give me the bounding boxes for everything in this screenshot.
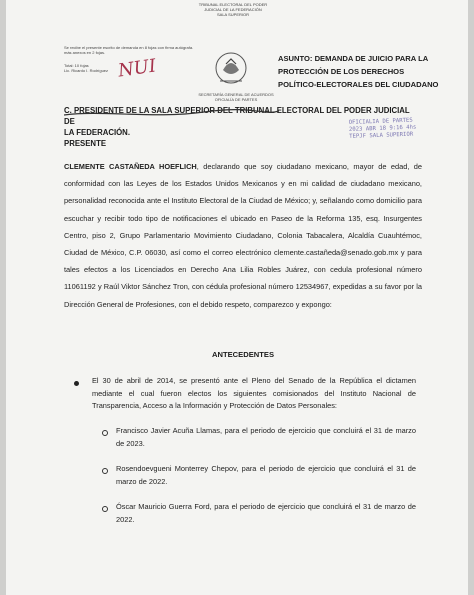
circle-bullet-icon: [102, 506, 108, 512]
receipt-name: Lic. Ricardo I. Rodríguez: [64, 68, 109, 73]
commissioner-item: Francisco Javier Acuña Llamas, para el periodo de ejercicio que concluirá el 31 de marzo de 2023.: [116, 426, 416, 448]
receipt-total: Total: 10 fojas: [64, 63, 89, 68]
bullet-icon: [74, 381, 79, 386]
receipt-note: [64, 45, 294, 55]
section-heading: ANTECEDENTES: [211, 350, 275, 359]
national-seal-icon: [214, 50, 248, 90]
stamp-line-2: JUDICIAL DE LA FEDERACIÓN: [204, 7, 262, 12]
commissioner-item: Rosendoevgueni Monterrey Chepov, para el periodo de ejercicio que concluirá el 31 de marzo de 2022.: [116, 464, 416, 486]
receipt-text: Se recibe el presente escrito de demanda en 8 fojas con firma autógrafa.: [64, 45, 194, 50]
seal-caption-line-2: OFICIALÍA DE PARTES: [214, 97, 258, 102]
stamp-line-1: TRIBUNAL ELECTORAL DEL PODER: [198, 2, 268, 7]
commissioner-item: Óscar Mauricio Guerra Ford, para el periodo de ejercicio que concluirá el 31 de marzo de 2022.: [116, 502, 416, 524]
reception-stamp-line-2: 2023 ABR 18 9:16 4hs: [348, 124, 417, 133]
handwritten-mark: NUI: [116, 55, 158, 82]
seal-caption: [194, 92, 278, 102]
addressee-line-2: LA FEDERACIÓN.: [64, 128, 130, 137]
stamp-line-3: SALA SUPERIOR: [216, 12, 249, 17]
subject-block: [278, 52, 462, 91]
antecedent-paragraph: El 30 de abril de 2014, se presentó ante el Pleno del Senado de la República el dictamen mediante el cual fueron electos los siguientes comisionados del Instituto Nacional de Transparencia, Acceso a la Información y Protección de Datos Personales:: [92, 376, 416, 411]
subject-line-1: ASUNTO: DEMANDA DE JUICIO PARA LA: [278, 54, 429, 63]
subject-line-2: PROTECCIÓN DE LOS DERECHOS: [278, 67, 405, 76]
reception-stamp-line-3: TEPJF SALA SUPERIOR: [349, 131, 414, 140]
circle-bullet-icon: [102, 468, 108, 474]
opening-text: , declarando que soy ciudadano mexicano, mayor de edad, de conformidad con las Leyes de los Estados Unidos Mexicanos y en mi calidad de ciudadano mexicano, personalidad reconocida ante el Instituto Electoral de la Ciudad de México; y, señalando como domicilio para escuchar y recibir todo tipo de notificaciones el ubicado en Paseo de la Reforma 135, esq. Insurgentes Centro, piso 2, Grupo Parlamentario Movimiento Ciudadano, Colonia Tabacalera, Alcaldía Cuauhtémoc, Ciudad de México, C.P. 06030, así como el correo electrónico clemente.castañeda@senado.gob.mx y para tales efectos a los Licenciados en Derecho Ana Lilia Robles Juárez, con cedula profesional número 11061192 y Raúl Viktor Sánchez Tron, con cédula profesional número 12534967, expedidas a su favor por la Dirección General de Profesiones, con el debido respeto, comparezco y expongo:: [64, 162, 422, 309]
seal-caption-line-1: SECRETARÍA GENERAL DE ACUERDOS: [198, 92, 274, 97]
pen-strike-mark: [64, 108, 279, 120]
addressee-line-1: C. PRESIDENTE DE LA SALA SUPERIOR DEL TRIBUNAL ELECTORAL DEL PODER JUDICIAL DE: [64, 106, 410, 126]
subject-line-3: POLÍTICO-ELECTORALES DEL CIUDADANO: [278, 80, 439, 89]
author-name: CLEMENTE CASTAÑEDA HOEFLICH: [64, 162, 197, 171]
reception-stamp-line-1: OFICIALIA DE PARTES: [348, 117, 413, 126]
receipt-text-2: más anexos en 2 fojas.: [64, 50, 106, 55]
document-page: [6, 0, 468, 595]
circle-bullet-icon: [102, 430, 108, 436]
opening-paragraph: [64, 158, 422, 313]
court-header-stamp: [178, 2, 288, 17]
addressee-line-3: PRESENTE: [64, 139, 107, 148]
